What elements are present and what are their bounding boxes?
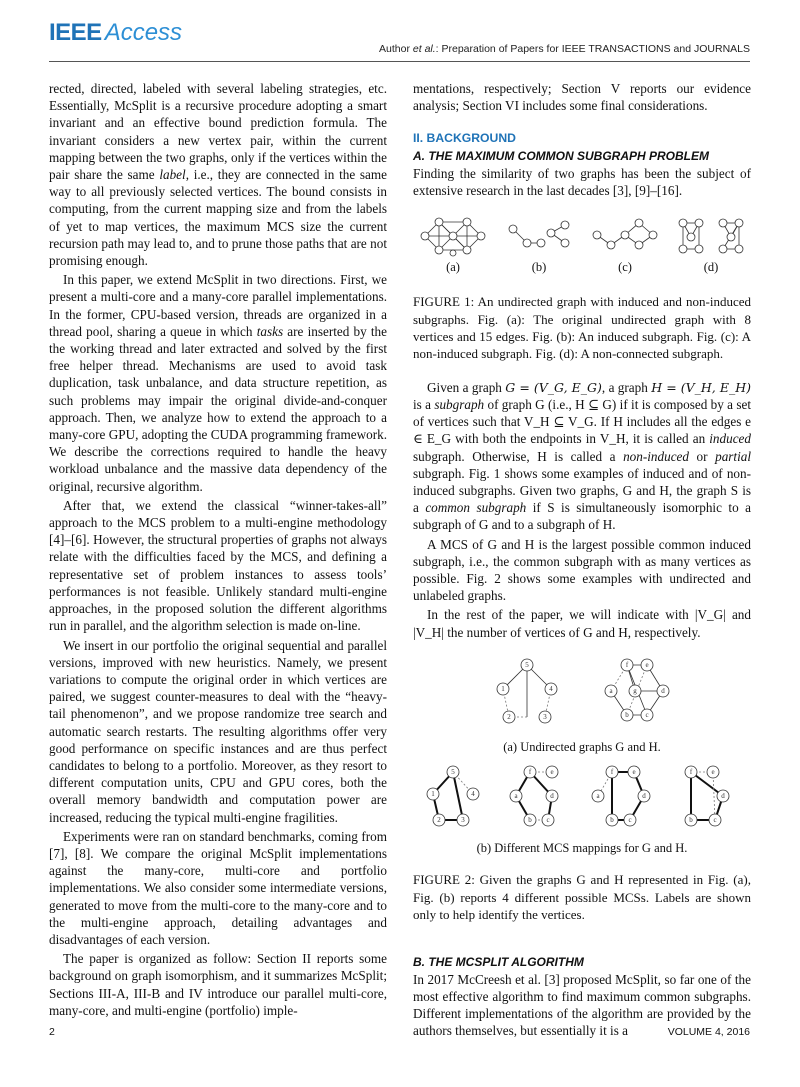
svg-text:f: f xyxy=(689,768,693,777)
header-rule xyxy=(49,61,750,62)
svg-text:f: f xyxy=(625,660,629,669)
paragraph: Experiments were ran on standard benchmarks, coming from [7], [8]. We compare the original McSplit implementations against the many-core, multi-core and portfolio implementations. We also consider some intermediate versions, generated to move from the multi-core to the many-core and to the multi-engine approach, detailing advantages and disadvantages of each version. xyxy=(49,828,387,947)
svg-text:4: 4 xyxy=(471,790,475,799)
figure-2a-label: (a) Undirected graphs G and H. xyxy=(503,739,661,754)
svg-text:d: d xyxy=(549,792,554,801)
subsection-heading: B. THE MCSPLIT ALGORITHM xyxy=(413,954,584,969)
svg-text:f: f xyxy=(611,768,614,777)
figure-1a xyxy=(413,213,493,277)
paragraph: We insert in our portfolio the original sequential and parallel versions, improved with new heuristics. Namely, we present variations to compute the original order in which vertices are paired, we suggest counter-measures to deal with the “heavy-tail phenomenon”, and we propose randomize tree search and automatic search restarts. The resulting algorithms offer very good performance on specific instances and are thus perfect candidates to belong to a portfolio. Moreover, as they resort to different computation units, CPU and GPU cores, both the overall memory bandwidth and computation power are increased, reducing the typical multi-engine fragilities. xyxy=(49,637,387,825)
svg-text:2: 2 xyxy=(507,712,511,721)
paragraph: The paper is organized as follow: Section II reports some background on graph isomorphism, and it summarizes McSplit; Sections III-A, III-B and IV introduce our parallel multi-core, many-core, and multi-engine (portfolio) imple- xyxy=(49,951,387,1018)
svg-text:a: a xyxy=(596,792,600,801)
figure-1 xyxy=(413,213,751,277)
svg-text:1: 1 xyxy=(501,684,505,693)
subsection-heading: A. THE MAXIMUM COMMON SUBGRAPH PROBLEM xyxy=(413,148,709,163)
graph-b-image xyxy=(503,213,575,259)
paragraph: In the rest of the paper, we will indicate with |V_G| and |V_H| the number of vertices of G and H, respectively. xyxy=(413,607,751,640)
svg-text:d: d xyxy=(661,686,665,695)
svg-text:c: c xyxy=(645,710,649,719)
svg-text:c: c xyxy=(546,816,550,825)
running-head: Author et al.: Preparation of Papers for IEEE TRANSACTIONS and JOURNALS xyxy=(379,43,750,55)
svg-text:b: b xyxy=(610,816,615,825)
right-column xyxy=(413,80,751,1040)
svg-text:f: f xyxy=(528,768,531,777)
figure-1d xyxy=(671,213,751,277)
svg-text:b: b xyxy=(689,816,693,825)
svg-text:4: 4 xyxy=(549,684,553,693)
ieee-access-logo xyxy=(49,19,182,47)
svg-text:c: c xyxy=(628,816,632,825)
figure-2b-label: (b) Different MCS mappings for G and H. xyxy=(476,841,688,856)
figure-1b-label: (b) xyxy=(531,260,547,275)
svg-text:e: e xyxy=(711,768,715,777)
paragraph: rected, directed, labeled with several labeling strategies, etc. Essentially, McSplit is a recursive procedure adopting a smart invariant and an effective bound prediction formula. The invariant considers a new vertex pair, within the current mapping between the two graphs, only if the vertices within the pair share the same label, i.e., they are connected in the same way to all previously selected vertices. The bound consists in computing, from the current mapping size and from the labels of yet to map vertices, the maximum MCS size the current recursion path may lead to, and to prune those paths that are not promising enough. xyxy=(49,81,387,269)
logo-ieee-text: IEEE xyxy=(49,19,102,46)
figure-1d-label: (d) xyxy=(703,260,719,275)
svg-text:3: 3 xyxy=(543,712,547,721)
paragraph: After that, we extend the classical “winner-takes-all” approach to the MCS problem to a multi-engine methodology [4]–[6]. However, the structural properties of graphs not always relate with the difficulties faced by the MCS, and defining a representative set of problem instances to assess tools’ performances is not feasible. Unlikely standard multi-engine approaches, in the proposed solution the different algorithms run in parallel, and the algorithm selection is made on-line. xyxy=(49,497,387,634)
svg-text:3: 3 xyxy=(461,816,465,825)
logo-access-text: Access xyxy=(104,19,183,46)
volume-label: VOLUME 4, 2016 xyxy=(667,1026,750,1038)
paragraph: In this paper, we extend McSplit in two directions. First, we present a multi-core and a many-core parallel implementations. In the former, CPU-based version, threads are organized in a thread pool, sharing a queue in which tasks are inserted by the the working thread and later extracted and solved by the first free helper thread. Mechanisms are used to avoid task duplication, task unbalance, and data structure repetition, as such problems may impair the original divide-and-conquer approach. Then, we analyze how to extend the approach to a many-core GPU, adopting the CUDA programming framework. We describe the corrections required to handle the heavy workload unbalance and the massive data dependency of the original, recursive algorithm. xyxy=(49,272,388,494)
figure-1c xyxy=(585,213,665,277)
left-column xyxy=(49,80,387,1019)
svg-text:d: d xyxy=(642,792,647,801)
graph-d-image xyxy=(675,213,747,259)
svg-text:5: 5 xyxy=(451,768,455,777)
page-number: 2 xyxy=(49,1026,55,1038)
svg-text:e: e xyxy=(632,768,636,777)
figure-1c-label: (c) xyxy=(618,260,632,275)
svg-text:a: a xyxy=(514,792,518,801)
paragraph: Given a graph G = (V_G, E_G), a graph H = (V_H, E_H) is a subgraph of graph G (i.e., H ⊆ G) if it is composed by a set of vertices such that V_H ⊆ V_G. If H includes all the edges e ∈ E_G with both the endpoints in V_H, it is called an induced subgraph. Otherwise, H is called a non-induced or partial subgraph. Fig. 1 shows some examples of induced and of non-induced subgraphs. Given two graphs, G and H, the graph S is a common subgraph if S is simultaneously isomorphic to a subgraph of G and to a subgraph of H. xyxy=(413,379,751,533)
paragraph: Finding the similarity of two graphs has been the subject of extensive research in the last decades [3], [9]–[16]. xyxy=(413,165,751,199)
graph-a-image xyxy=(417,213,489,259)
figure-1b xyxy=(499,213,579,277)
graphs-g-h-image xyxy=(413,655,751,739)
paragraph: A MCS of G and H is the largest possible common induced subgraph, i.e., the common subgraph with as many vertices as possible. Fig. 2 shows some examples with undirected and unlabeled graphs. xyxy=(413,536,751,604)
svg-text:e: e xyxy=(550,768,554,777)
figure-2a xyxy=(413,655,751,785)
svg-text:b: b xyxy=(625,710,629,719)
figure-2-caption: FIGURE 2: Given the graphs G and H represented in Fig. (a), Fig. (b) reports 4 different possible MCSs. Labels are shown only to help identify the vertices. xyxy=(413,872,751,923)
svg-text:b: b xyxy=(527,816,532,825)
section-heading: II. BACKGROUND xyxy=(413,131,516,146)
svg-text:c: c xyxy=(713,816,717,825)
svg-text:d: d xyxy=(721,792,725,801)
graph-c-image xyxy=(589,213,661,259)
svg-text:5: 5 xyxy=(525,660,529,669)
paragraph: In 2017 McCreesh et al. [3] proposed McSplit, so far one of the most effective algorithm to find maximum common subgraphs. Different implementations of the algorithm are provided by the authors themselves, but essentially it is a xyxy=(413,971,751,1039)
figure-1a-label: (a) xyxy=(446,260,460,275)
svg-text:a: a xyxy=(609,686,613,695)
svg-text:2: 2 xyxy=(437,816,441,825)
svg-text:g: g xyxy=(633,686,637,695)
figure-1-caption: FIGURE 1: An undirected graph with induced and non-induced subgraphs. Fig. (a): The original undirected graph with 8 vertices and 15 edges. Fig. (b): An induced subgraph. Fig. (c): A non-induced subgraph. Fig. (d): A non-connected subgraph. xyxy=(413,294,751,362)
svg-text:1: 1 xyxy=(431,790,435,799)
paragraph: mentations, respectively; Section V reports our evidence analysis; Section VI includes some final considerations. xyxy=(413,81,751,114)
svg-text:e: e xyxy=(645,660,649,669)
